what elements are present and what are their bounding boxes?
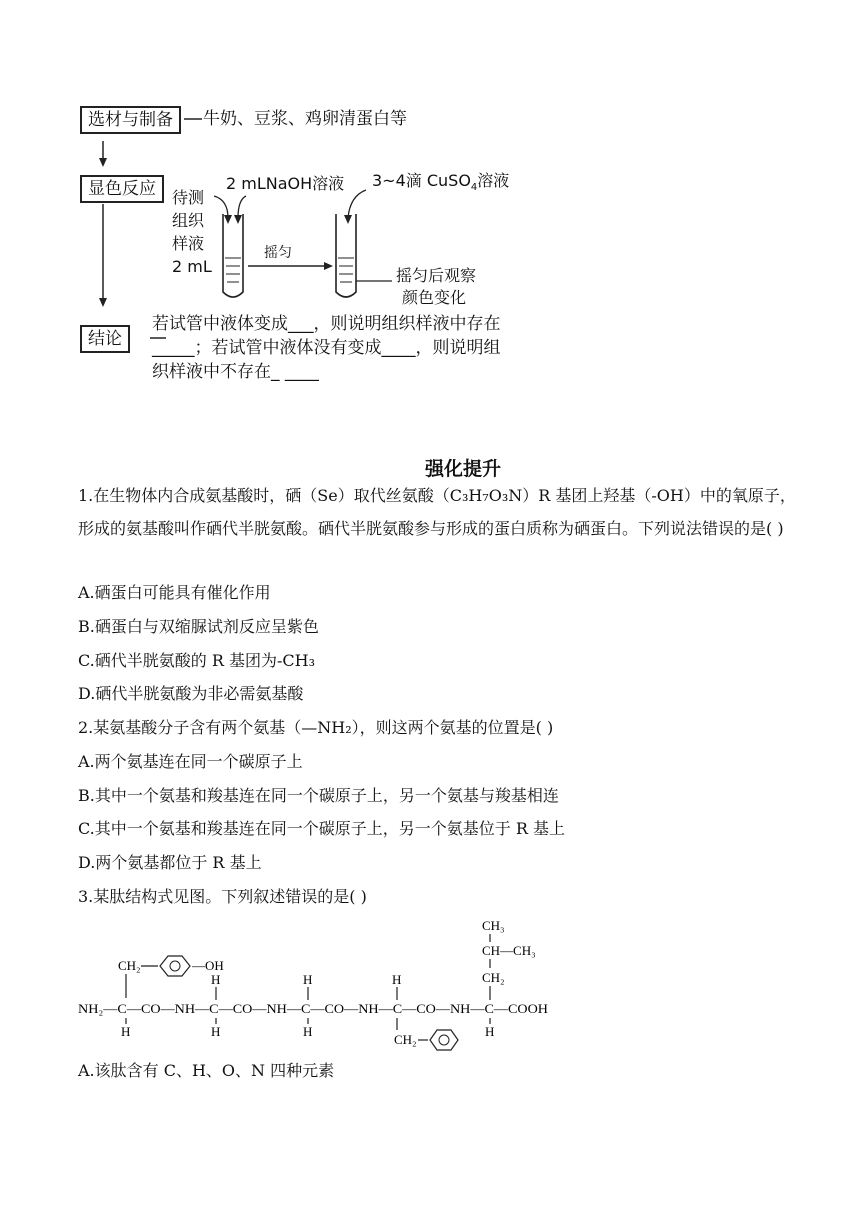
section-title: 强化提升 <box>424 458 501 480</box>
conclusion-line1: 若试管中液体变成___，则说明组织样液中存在 <box>152 314 501 334</box>
sample-label-line1: 待测 <box>172 188 205 207</box>
r5-h-bottom: H <box>485 1024 495 1039</box>
observe-label-line1: 摇匀后观察 <box>396 266 477 285</box>
conclusion-line2: _____；若试管中液体没有变成____，则说明组 <box>152 338 501 358</box>
q2-stem: 2.某氨基酸分子含有两个氨基（—NH₂），则这两个氨基的位置是( ) <box>78 718 554 737</box>
q2-option-a: A.两个氨基连在同一个碳原子上 <box>78 752 303 771</box>
q1-option-a: A.硒蛋白可能具有催化作用 <box>78 583 271 602</box>
peptide-structure <box>0 910 860 1060</box>
sample-label-line2: 组织 <box>172 211 205 230</box>
r3-h-top: H <box>303 972 313 987</box>
cuso4-label: 3~4滴 CuSO$_4$溶液 <box>372 171 510 194</box>
r5-ch-ch3: CH—CH₃ <box>482 943 536 958</box>
r3-h-bottom: H <box>303 1024 313 1039</box>
step-color-reaction-label: 显色反应 <box>88 179 156 199</box>
sample-label-line3: 样液 <box>172 234 205 253</box>
r4-h-top: H <box>392 972 402 987</box>
q1-option-d: D.硒代半胱氨酸为非必需氨基酸 <box>78 684 304 703</box>
sample-label-line4: 2 mL <box>172 257 212 276</box>
shake-label: 摇匀 <box>264 245 292 261</box>
r1-h-bottom: H <box>121 1024 131 1039</box>
step-color-reaction-box <box>80 175 164 203</box>
step-materials-box <box>80 106 181 134</box>
q3-option-a: A.该肽含有 C、H、O、N 四种元素 <box>78 1061 335 1080</box>
q1-option-c: C.硒代半胱氨酸的 R 基团为-CH₃ <box>78 651 315 670</box>
benzene-ring-icon <box>430 1030 458 1050</box>
r1-oh: —OH <box>192 958 224 973</box>
q2-option-b: B.其中一个氨基和羧基连在同一个碳原子上，另一个氨基与羧基相连 <box>78 786 559 805</box>
r5-ch3: CH₃ <box>482 918 505 933</box>
q2-option-c: C.其中一个氨基和羧基连在同一个碳原子上，另一个氨基位于 R 基上 <box>78 819 565 838</box>
r1-ch2: CH₂ <box>118 958 141 973</box>
conclusion-line3: 织样液中不存在_ ____ <box>152 362 319 382</box>
observe-label-line2: 颜色变化 <box>402 288 467 307</box>
benzene-ring-icon <box>160 956 190 976</box>
q2-option-d: D.两个氨基都位于 R 基上 <box>78 853 262 872</box>
r5-ch2: CH₂ <box>482 970 505 985</box>
r2-h-top: H <box>211 972 221 987</box>
step-conclusion-label: 结论 <box>88 329 122 349</box>
r4-ch2: CH₂ <box>394 1032 417 1047</box>
step-conclusion-box <box>80 325 130 353</box>
step-materials-label: 选材与制备 <box>88 110 173 130</box>
materials-text: 牛奶、豆浆、鸡卵清蛋白等 <box>203 109 407 129</box>
peptide-main-chain: NH₂—C—CO—NH—C—CO—NH—C—CO—NH—C—CO—NH—C—COOH <box>78 1001 548 1016</box>
q1-stem: 1.在生物体内合成氨基酸时，硒（Se）取代丝氨酸（C₃H₇O₃N）R 基团上羟基（-OH）中的氧原子，形成的氨基酸叫作硒代半胱氨酸。硒代半胱氨酸参与形成的蛋白质称为硒蛋白。下列说法错误的是( ) <box>78 486 796 538</box>
q3-stem: 3.某肽结构式见图。下列叙述错误的是( ) <box>78 887 367 906</box>
naoh-label: 2 mLNaOH溶液 <box>226 174 345 193</box>
r2-h-bottom: H <box>211 1024 221 1039</box>
q1-option-b: B.硒蛋白与双缩脲试剂反应呈紫色 <box>78 617 319 636</box>
